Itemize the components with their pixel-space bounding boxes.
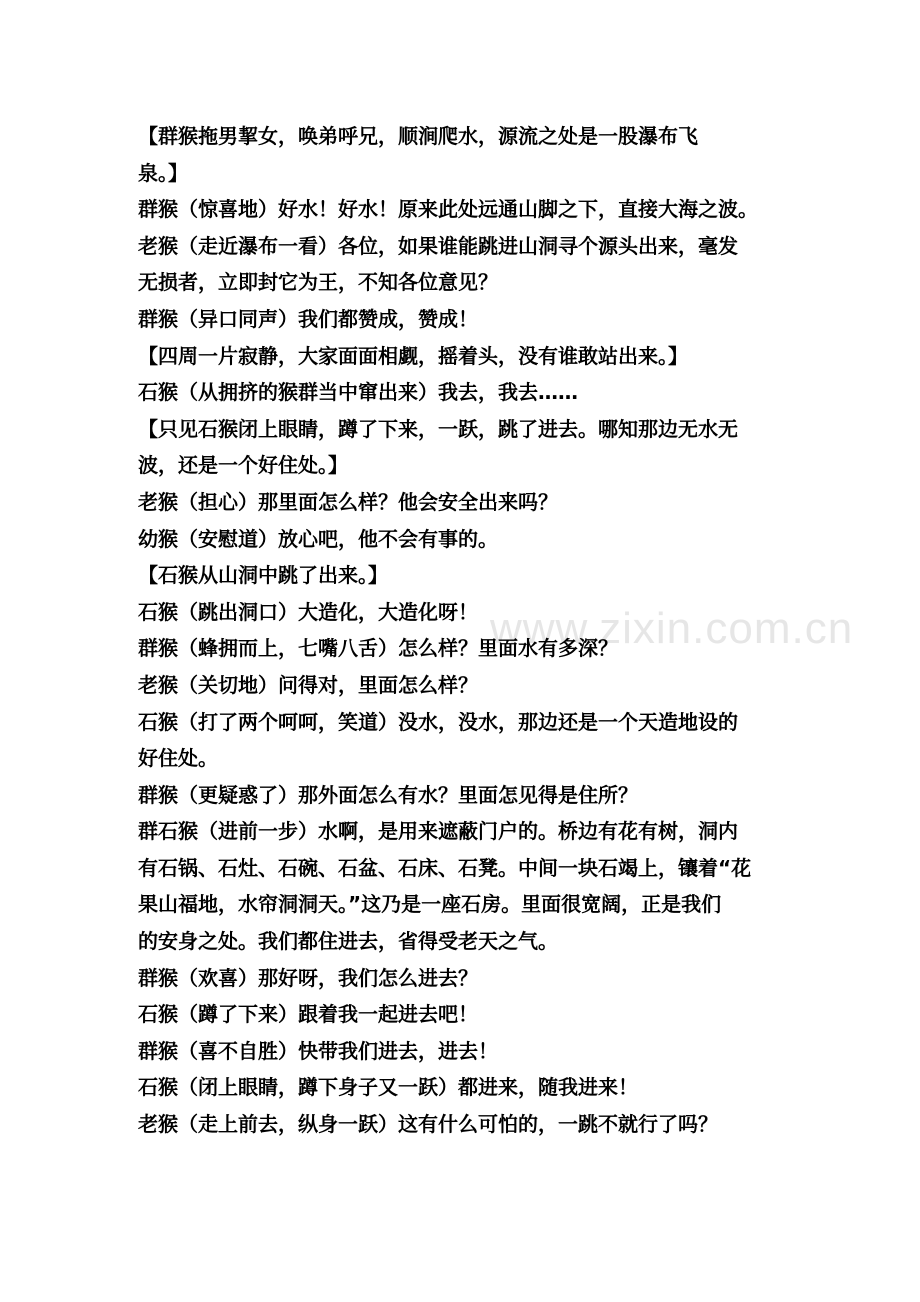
text-line: 群猴（蜂拥而上，七嘴八舌）怎么样？里面水有多深？ — [138, 636, 618, 661]
text-line: 老猴（走近瀑布一看）各位，如果谁能跳进山洞寻个源头出来，毫发 — [138, 233, 738, 258]
text-line: 老猴（担心）那里面怎么样？他会安全出来吗？ — [138, 489, 558, 514]
text-line: 群猴（喜不自胜）快带我们进去，进去！ — [138, 1038, 498, 1063]
text-line: 【四周一片寂静，大家面面相觑，摇着头，没有谁敢站出来。】 — [138, 343, 688, 368]
text-line: 无损者，立即封它为王，不知各位意见？ — [138, 270, 498, 295]
text-line: 老猴（关切地）问得对，里面怎么样？ — [138, 672, 478, 697]
text-line: 波，还是一个好住处。】 — [138, 453, 348, 478]
text-line: 【石猴从山洞中跳了出来。】 — [138, 563, 388, 588]
text-line: 群猴（欢喜）那好呀，我们怎么进去？ — [138, 965, 478, 990]
text-line: 群石猴（进前一步）水啊，是用来遮蔽门户的。桥边有花有树，洞内 — [138, 819, 738, 844]
text-line: 【群猴拖男挈女，唤弟呼兄，顺涧爬水，源流之处是一股瀑布飞 — [138, 124, 698, 148]
watermark: www.zixin.com.cn — [490, 604, 854, 653]
script-text — [138, 118, 786, 1143]
text-line: 好住处。 — [138, 746, 218, 771]
text-line: 石猴（打了两个呵呵，笑道）没水，没水，那边还是一个天造地设的 — [138, 709, 738, 734]
text-line: 石猴（跳出洞口）大造化，大造化呀！ — [138, 599, 478, 624]
text-line: 果山福地，水帘洞洞天。”这乃是一座石房。里面很宽阔，正是我们 — [138, 892, 722, 917]
text-line: 群猴（异口同声）我们都赞成，赞成！ — [138, 306, 478, 331]
text-line: 石猴（蹲了下来）跟着我一起进去吧！ — [138, 1002, 478, 1027]
text-line: 群猴（更疑惑了）那外面怎么有水？里面怎见得是住所？ — [138, 782, 638, 807]
text-line: 【只见石猴闭上眼睛，蹲了下来，一跃，跳了进去。哪知那边无水无 — [138, 416, 738, 441]
text-line: 群猴（惊喜地）好水！好水！原来此处远通山脚之下，直接大海之波。 — [138, 197, 758, 222]
text-line: 的安身之处。我们都住进去，省得受老天之气。 — [138, 929, 558, 954]
text-line: 有石锅、石灶、石碗、石盆、石床、石凳。中间一块石竭上，镶着“花 — [138, 855, 752, 880]
text-line: 石猴（从拥挤的猴群当中窜出来）我去，我去…… — [138, 380, 578, 405]
text-line: 泉。】 — [138, 160, 188, 185]
text-line: 幼猴（安慰道）放心吧，他不会有事的。 — [138, 526, 498, 551]
text-line: 石猴（闭上眼睛，蹲下身子又一跃）都进来，随我进来！ — [138, 1075, 638, 1100]
text-line: 老猴（走上前去，纵身一跃）这有什么可怕的，一跳不就行了吗？ — [138, 1112, 718, 1137]
